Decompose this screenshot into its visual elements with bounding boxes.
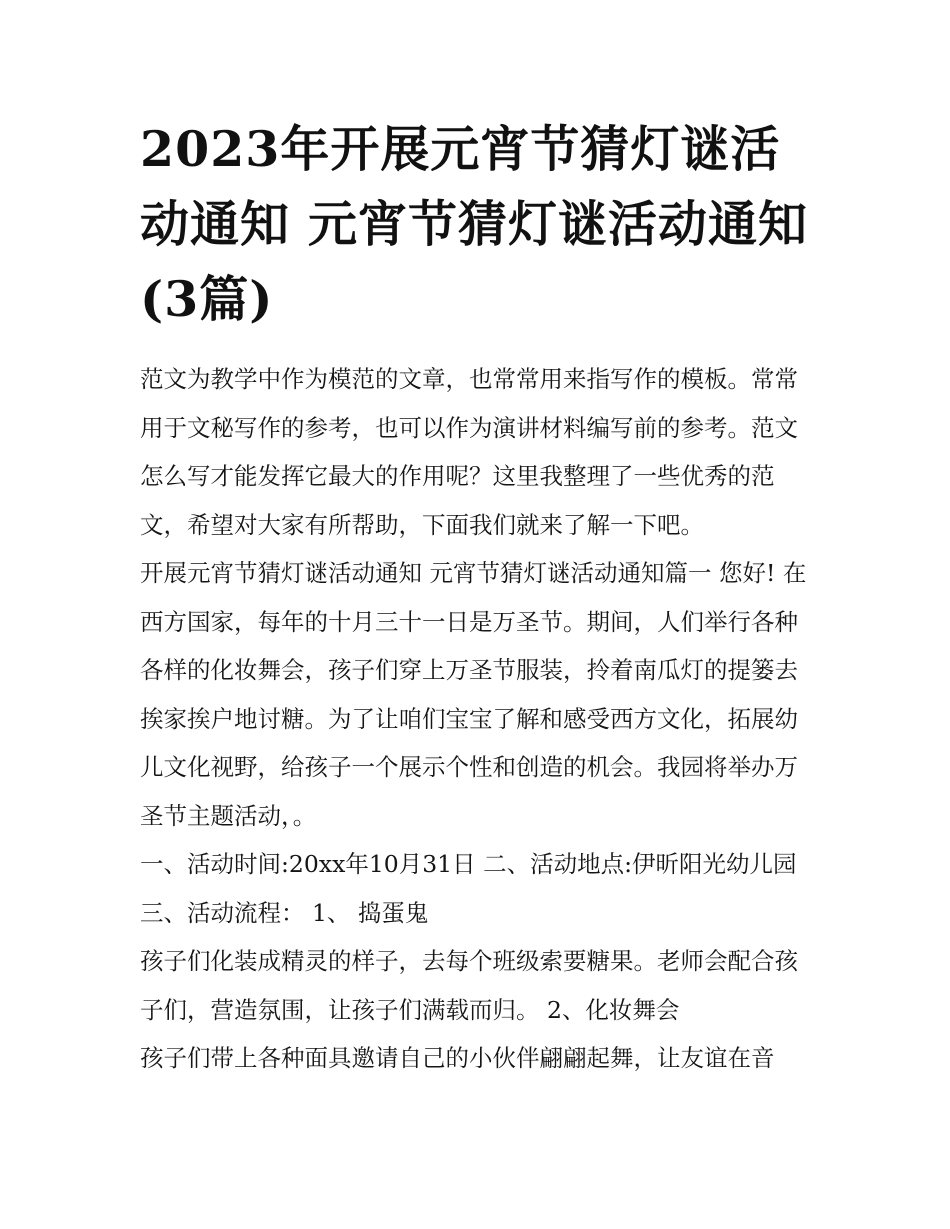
document-title: 2023年开展元宵节猜灯谜活动通知 元宵节猜灯谜活动通知(3篇)	[140, 120, 809, 328]
document-body	[140, 355, 812, 1083]
paragraph-intro: 范文为教学中作为模范的文章，也常常用来指写作的模板。常常用于文秘写作的参考，也可以作为演讲材料编写前的参考。范文怎么写才能发挥它最大的作用呢？这里我整理了一些优秀的范文，希望对大家有所帮助，下面我们就来了解一下吧。	[140, 365, 798, 539]
paragraph-letter: 开展元宵节猜灯谜活动通知 元宵节猜灯谜活动通知篇一 您好! 在西方国家，每年的十月三十一日是万圣节。期间，人们举行各种各样的化妆舞会，孩子们穿上万圣节服装，拎着南瓜灯的提篓去挨家挨户地讨糖。为了让咱们宝宝了解和感受西方文化，拓展幼儿文化视野，给孩子一个展示个性和创造的机会。我园将举办万圣节主题活动，。	[140, 559, 807, 830]
paragraph-time-place: 一、活动时间:20xx年10月31日 二、活动地点:伊昕阳光幼儿园 三、活动流程： 1、 捣蛋鬼	[140, 850, 797, 927]
paragraph-trick-or-treat: 孩子们化装成精灵的样子，去每个班级索要糖果。老师会配合孩子们，营造氛围，让孩子们满载而归。 2、化妆舞会	[140, 947, 798, 1024]
paragraph-masquerade: 孩子们带上各种面具邀请自己的小伙伴翩翩起舞，让友谊在音	[140, 1044, 775, 1072]
